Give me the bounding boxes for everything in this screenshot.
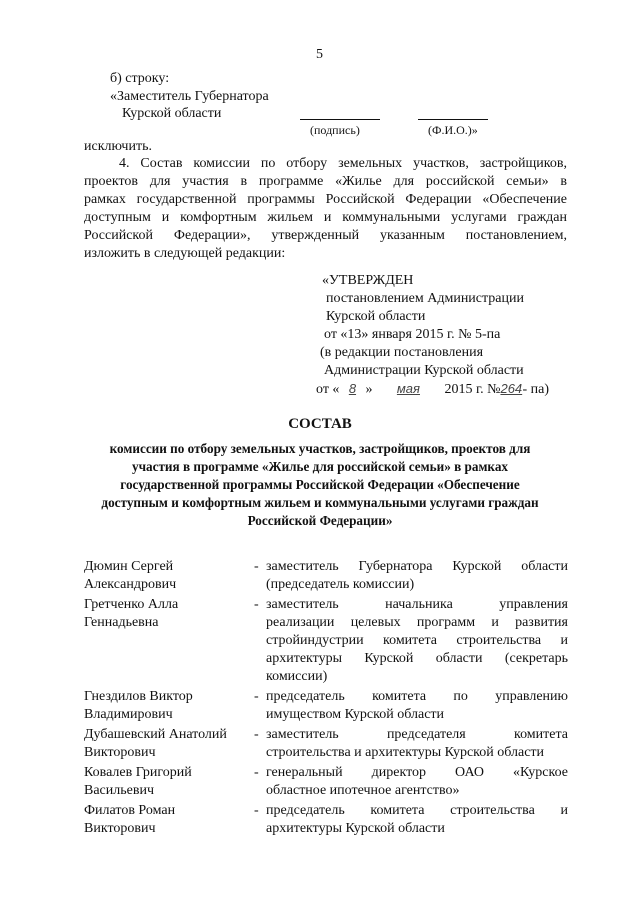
role-line: генеральный директор ОАО «Курское [266,765,568,780]
member-role [266,688,568,724]
member-name-first: Дубашевский Анатолий [84,727,227,742]
approval-day: 8 [348,381,357,396]
member-role [266,764,568,800]
member-dash: - [254,597,259,612]
item-b-label: б) строку: [110,71,170,86]
approval-line: (в редакции постановления [320,345,484,360]
role-line: архитектуры Курской области (секретарь [266,651,568,666]
paragraph-line: рамках государственной программы Российской Федерации «Обеспечение [84,192,567,207]
page-number: 5 [316,47,323,62]
paragraph-line: проектов для участия в программе «Жилье для российской семьи» в [84,174,567,189]
member-name-patronymic: Васильевич [84,783,154,798]
approval-line: Администрации Курской области [324,363,524,378]
member-row [84,596,568,686]
member-name-first: Гретченко Алла [84,597,179,612]
commission-members [84,558,568,838]
role-line: имуществом Курской области [266,707,445,722]
role-line: областное ипотечное агентство» [266,783,460,798]
member-row [84,764,568,800]
member-dash: - [254,765,259,780]
approval-line: «УТВЕРЖДЕН [322,273,414,288]
role-line: стройиндустрии комитета строительства и [266,633,568,648]
member-name-first: Филатов Роман [84,803,176,818]
approval-suffix: - па) [522,382,549,397]
role-line: комиссии) [266,669,328,684]
document-subtitle [70,440,570,530]
member-name-patronymic: Владимирович [84,707,173,722]
member-row [84,558,568,594]
approval-line: постановлением Администрации [326,291,524,306]
paragraph-line: Российской Федерации», утвержденный указанным постановлением, [84,228,567,243]
approval-line: Курской области [326,309,426,324]
approval-month: мая [396,381,420,396]
role-line: (председатель комиссии) [266,577,415,592]
approval-number: 264 [500,381,523,396]
item-b-exclude: исключить. [84,139,152,154]
item-4-paragraph [84,155,567,263]
member-row [84,726,568,762]
role-line: строительства и архитектуры Курской области [266,745,545,760]
subtitle-line: Российской Федерации» [247,513,393,528]
document-title: СОСТАВ [288,416,352,432]
item-b-region: Курской области [122,106,222,121]
fio-caption: (Ф.И.О.)» [428,123,478,137]
role-line: председатель комитета строительства и [266,803,568,818]
paragraph-line: 4. Состав комиссии по отбору земельных участков, застройщиков, [119,156,567,171]
subtitle-line: доступным и комфортным жильем и коммунальными услугами граждан [101,495,539,510]
member-dash: - [254,803,259,818]
member-name-patronymic: Александрович [84,577,177,592]
member-role [266,558,568,594]
signature-line [300,119,380,120]
member-row [84,802,568,838]
member-name-patronymic: Викторович [84,821,156,836]
approval-date-line [316,380,549,399]
approval-line: от «13» января 2015 г. № 5-па [324,327,501,342]
member-name-patronymic: Геннадьевна [84,615,159,630]
subtitle-line: комиссии по отбору земельных участков, застройщиков, проектов для [109,441,531,456]
member-name-first: Ковалев Григорий [84,765,192,780]
role-line: заместитель начальника управления [266,597,568,612]
item-b-position: «Заместитель Губернатора [110,89,269,104]
role-line: архитектуры Курской области [266,821,445,836]
role-line: заместитель Губернатора Курской области [266,559,568,574]
subtitle-line: участия в программе «Жилье для российской семьи» в рамках [131,459,509,474]
role-line: реализации целевых программ и развития [266,615,568,630]
paragraph-line: изложить в следующей редакции: [84,246,286,261]
member-role [266,726,568,762]
role-line: заместитель председателя комитета [266,727,568,742]
signature-caption: (подпись) [310,123,360,137]
member-dash: - [254,727,259,742]
approval-date-mid: » [365,382,373,397]
paragraph-line: доступным и комфортным жильем и коммунальными услугами граждан [84,210,567,225]
approval-date-prefix: от « [316,382,340,397]
approval-block [316,272,549,399]
subtitle-line: государственной программы Российской Федерации «Обеспечение [120,477,520,492]
member-dash: - [254,559,259,574]
member-role [266,596,568,686]
member-role [266,802,568,838]
approval-year: 2015 г. № [444,382,501,397]
role-line: председатель комитета по управлению [266,689,568,704]
member-dash: - [254,689,259,704]
member-name-first: Дюмин Сергей [84,559,174,574]
member-name-first: Гнездилов Виктор [84,689,193,704]
fio-line [418,119,488,120]
member-name-patronymic: Викторович [84,745,156,760]
member-row [84,688,568,724]
